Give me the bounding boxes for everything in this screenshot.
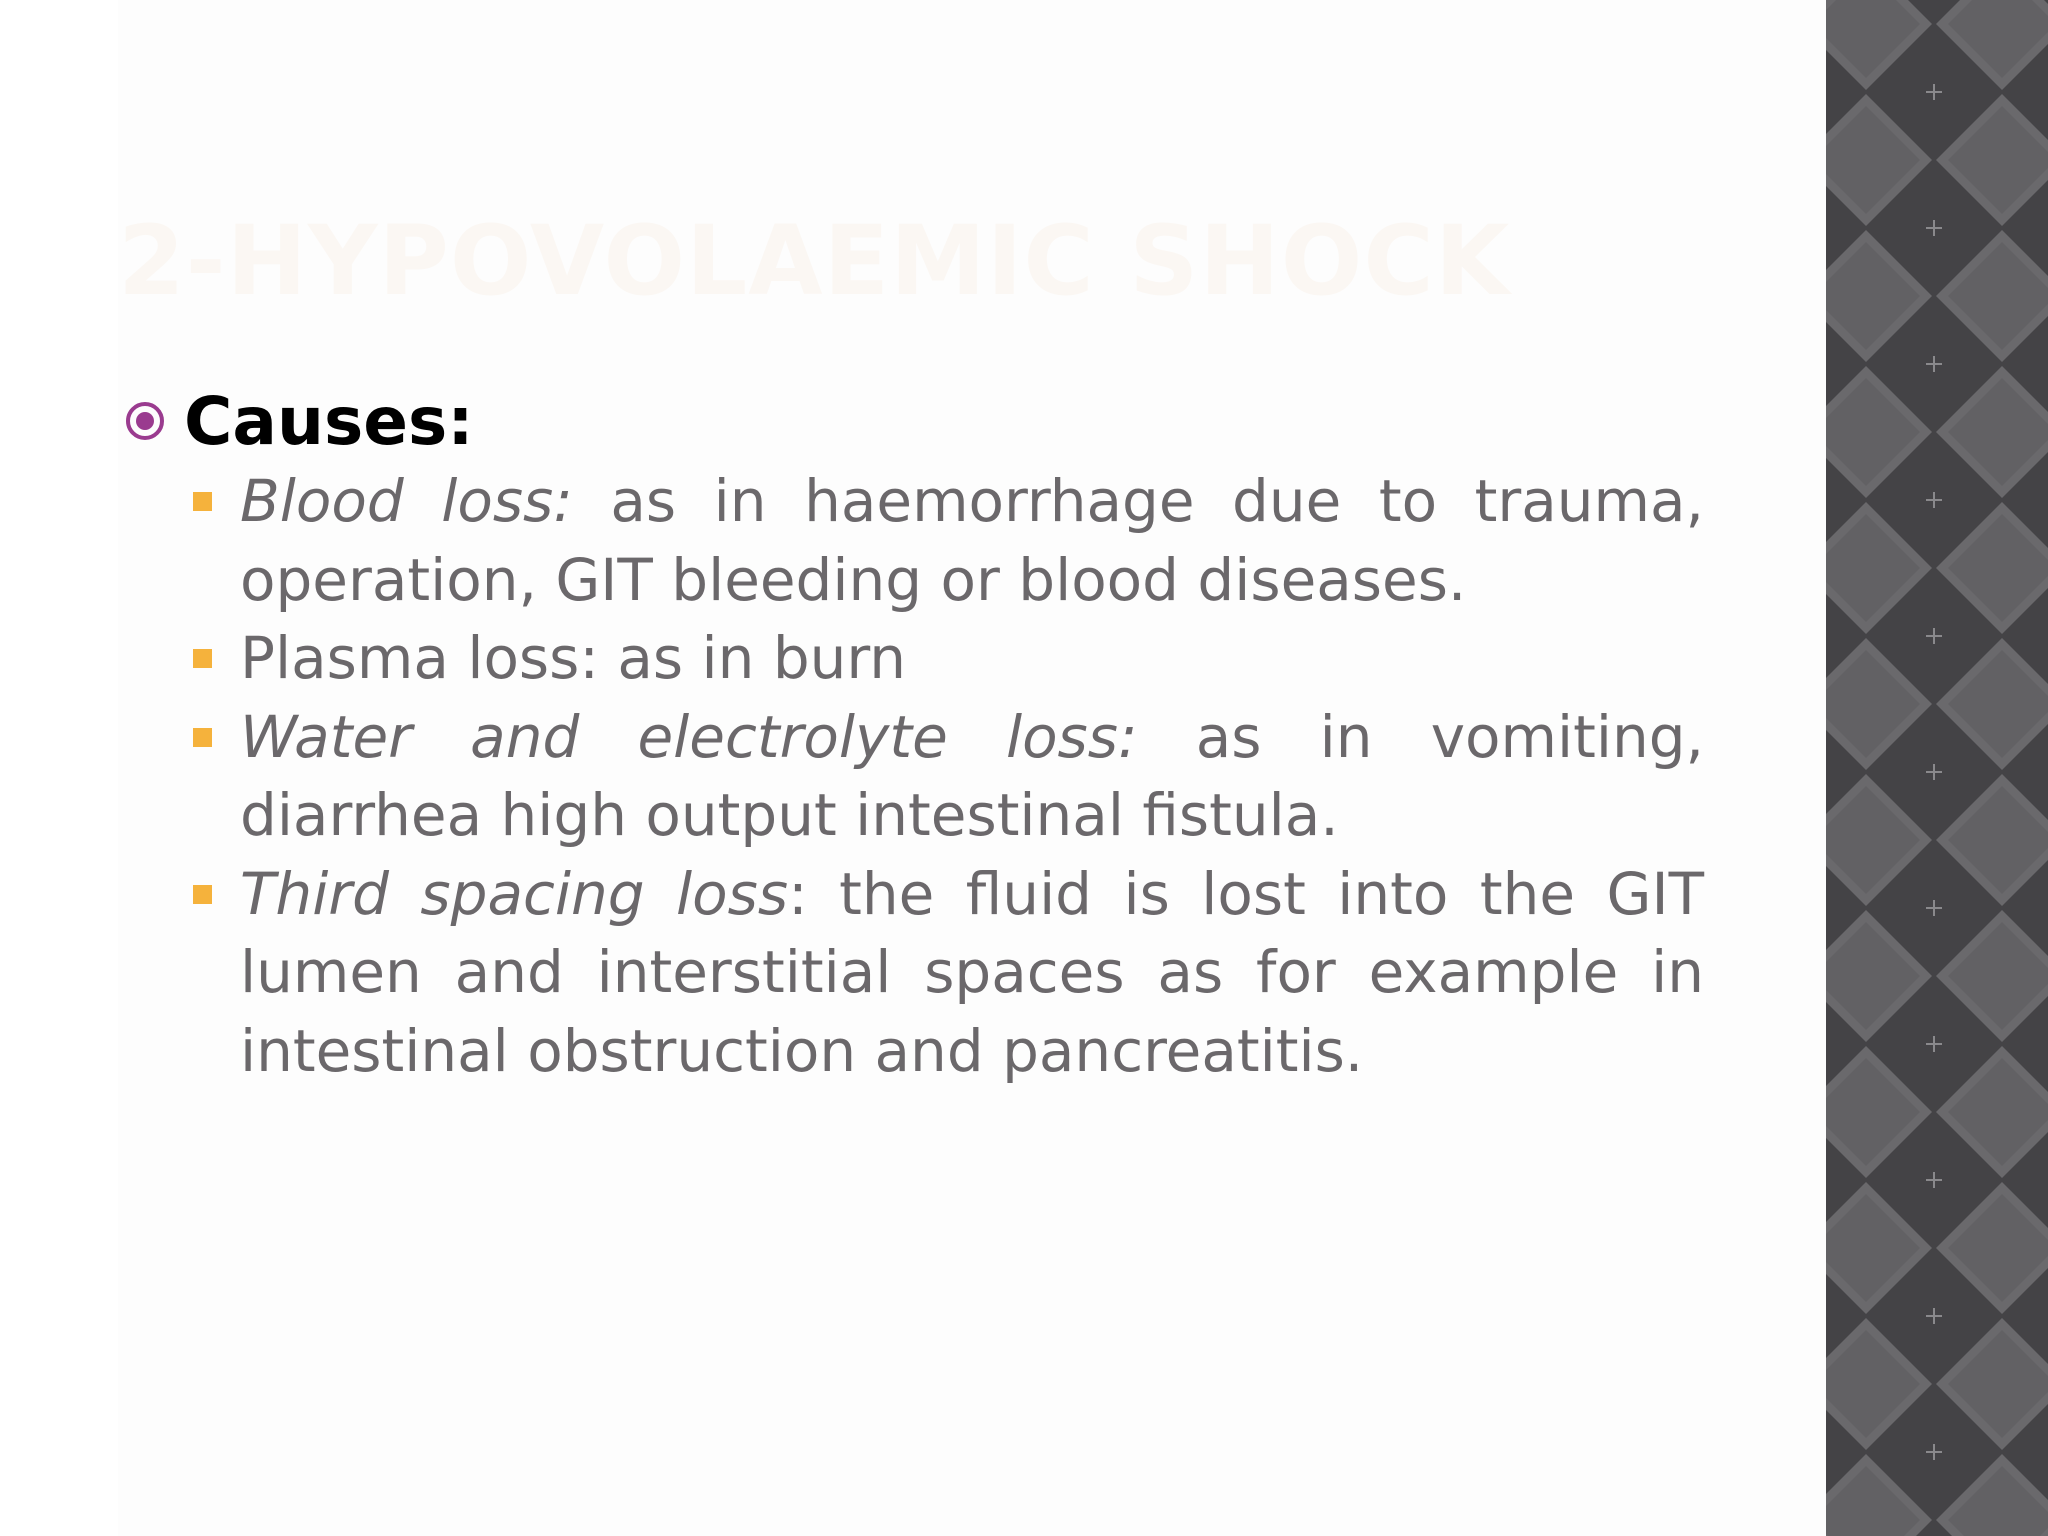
list-item [190, 462, 1704, 619]
list-item [190, 855, 1704, 1091]
cause-term: Blood loss: [240, 467, 573, 535]
cause-description: : the fluid is lost into the GIT lumen and interstitial spaces as for example in intestinal obstruction and pancreatitis. [240, 859, 1704, 1085]
square-bullet-icon [193, 492, 212, 511]
cause-description: as in haemorrhage due to trauma, operation, GIT bleeding or blood diseases. [240, 467, 1704, 614]
decorative-side-pattern [1826, 0, 2048, 1536]
cause-term: Third spacing loss [240, 859, 789, 928]
causes-list [190, 462, 1704, 1090]
cause-description: as in vomiting, diarrhea high output intestinal fistula. [240, 702, 1704, 849]
square-bullet-icon [193, 649, 212, 668]
list-item [190, 619, 1704, 698]
causes-heading [124, 376, 1704, 466]
heading-label: Causes: [184, 382, 474, 460]
slide-title: 2-HYPOVOLAEMIC SHOCK [118, 205, 1511, 317]
radio-circle-icon [124, 400, 166, 442]
cause-term: Water and electrolyte loss: [240, 702, 1138, 771]
square-bullet-icon [193, 728, 212, 747]
list-item [190, 698, 1704, 855]
cause-description: Plasma loss: as in burn [240, 624, 907, 692]
square-bullet-icon [193, 885, 212, 904]
